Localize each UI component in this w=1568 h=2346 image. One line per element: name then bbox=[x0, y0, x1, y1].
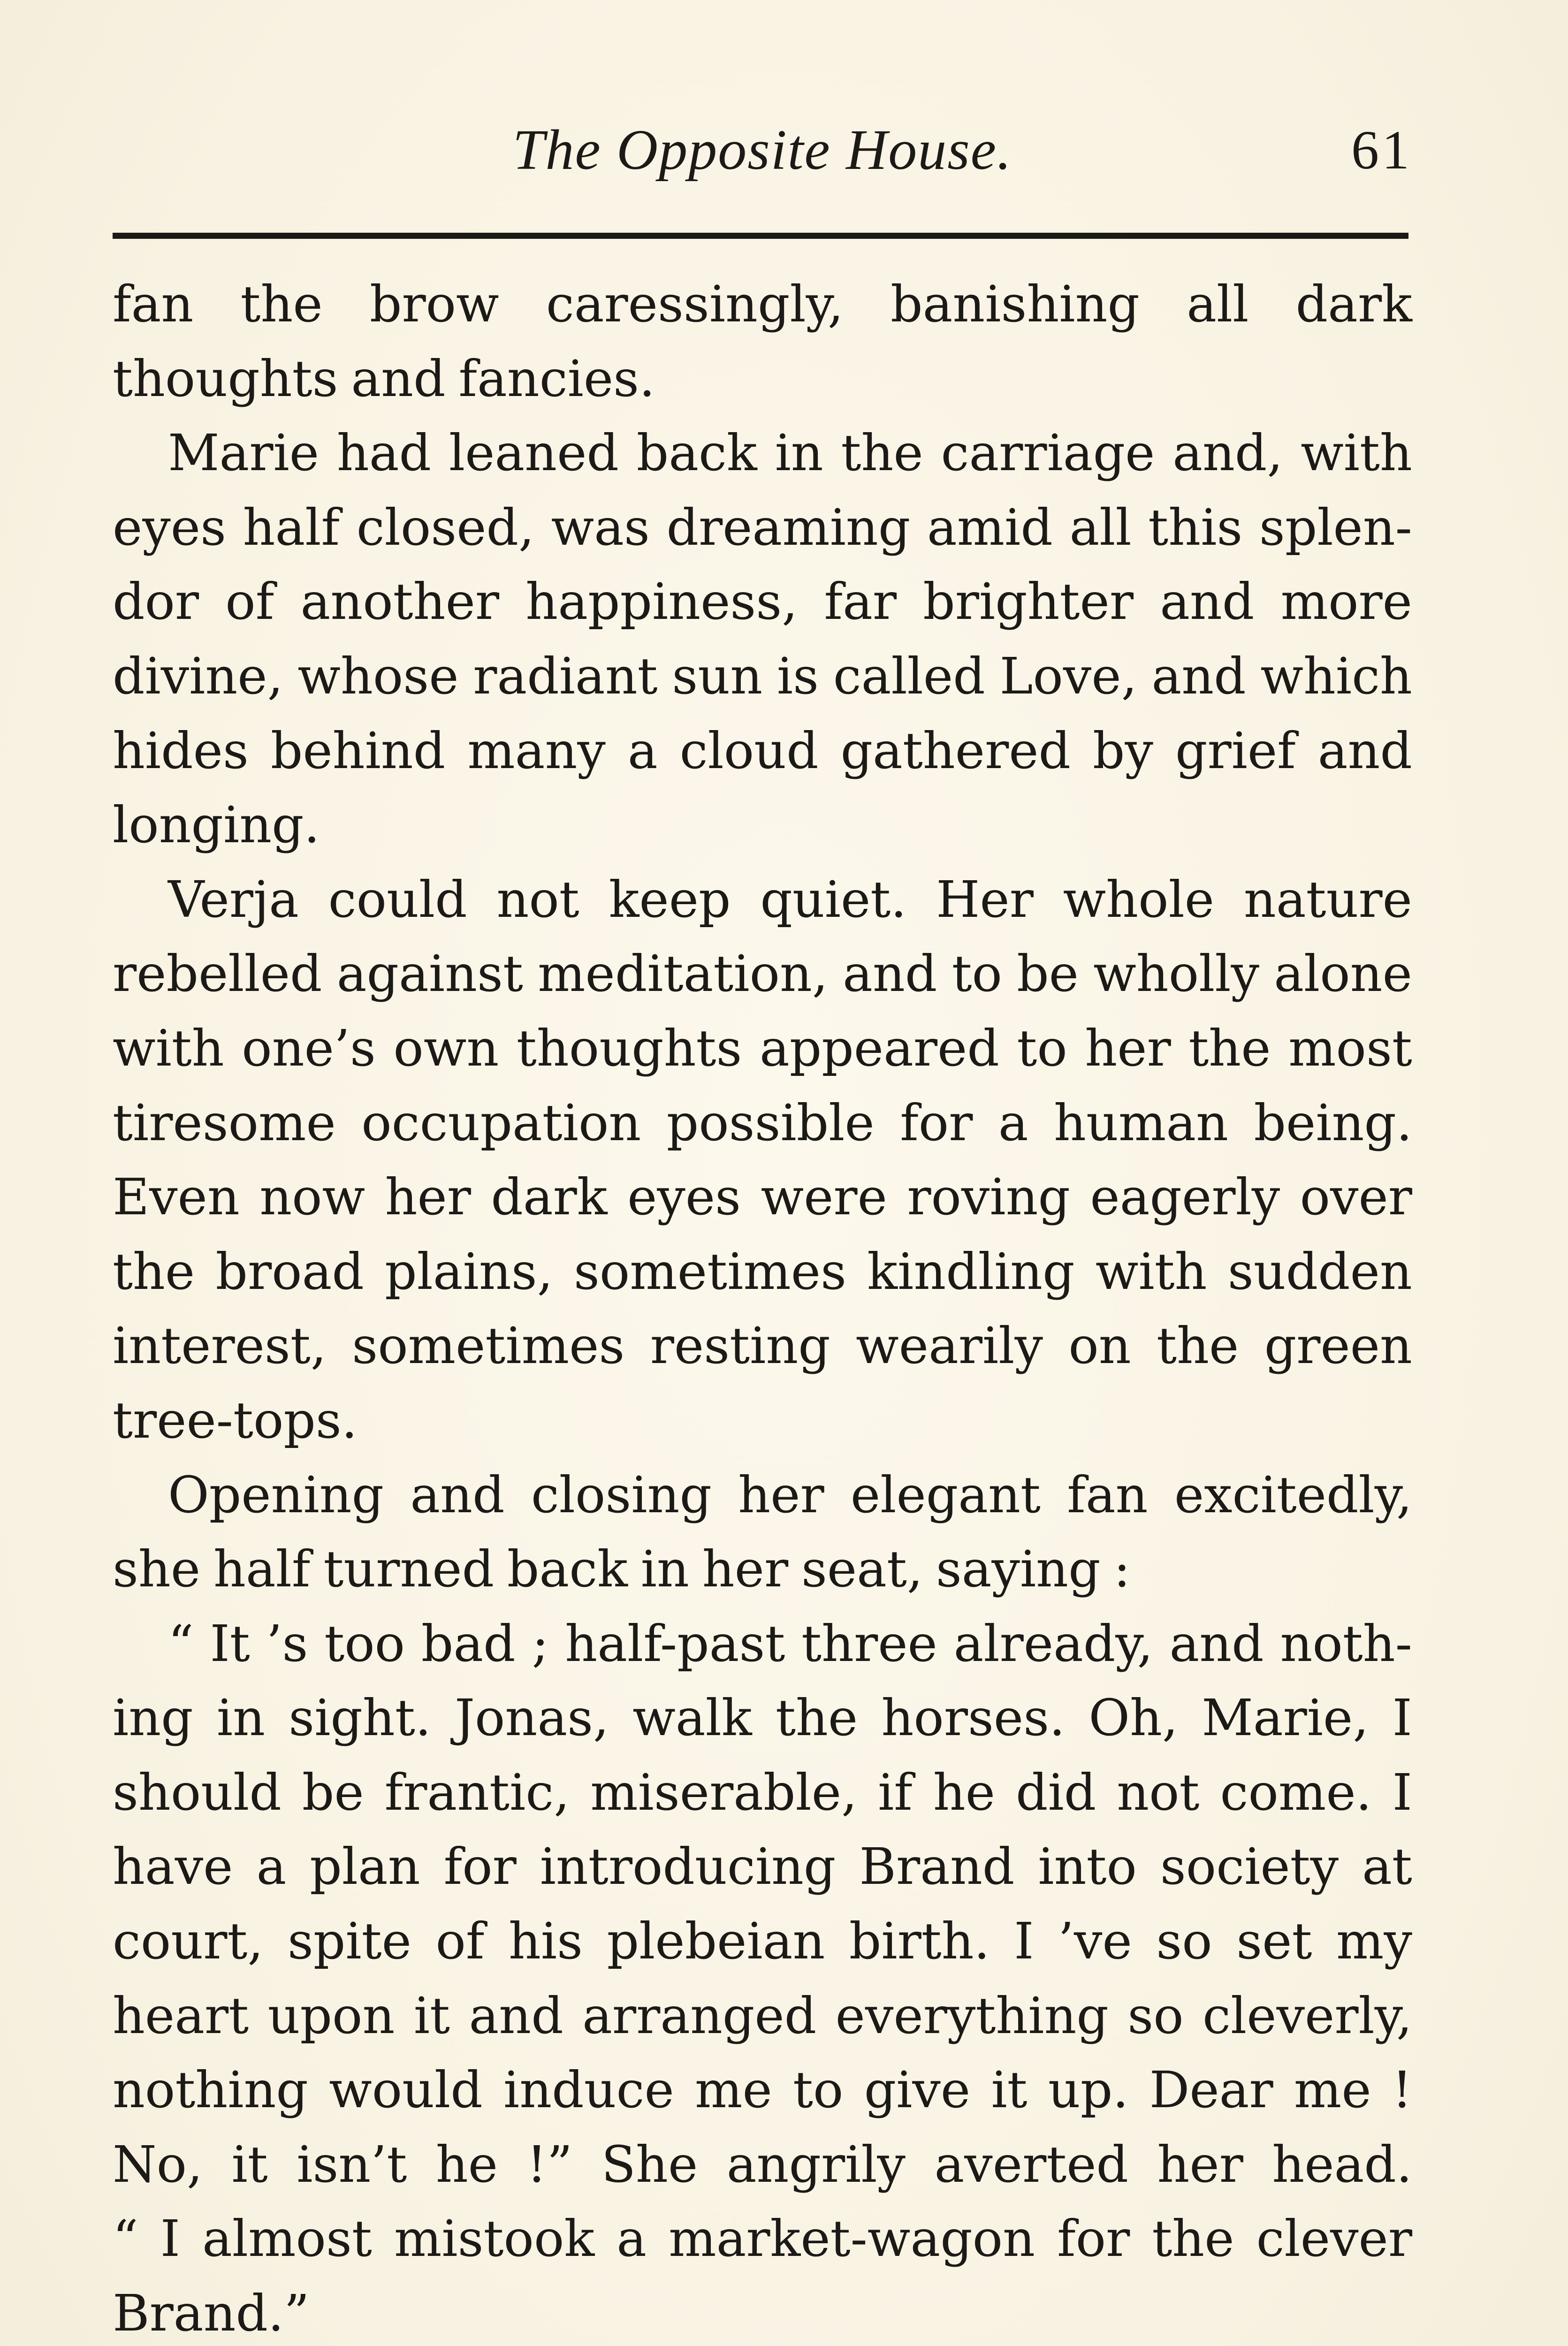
word: for bbox=[443, 1838, 517, 1897]
word: ing bbox=[113, 1689, 193, 1748]
word: sun bbox=[672, 647, 763, 706]
word: over bbox=[1300, 1168, 1412, 1227]
word: Even bbox=[113, 1168, 240, 1227]
word: on bbox=[1068, 1317, 1131, 1376]
word: resting bbox=[650, 1317, 830, 1376]
word: She bbox=[601, 2135, 698, 2194]
text-line bbox=[113, 1756, 1412, 1830]
word: the bbox=[1188, 1019, 1271, 1078]
word: ! bbox=[1392, 2061, 1412, 2120]
word: fan bbox=[1067, 1466, 1148, 1524]
word: introducing bbox=[540, 1838, 836, 1897]
word: closed, bbox=[356, 498, 535, 557]
word: could bbox=[328, 870, 467, 929]
word: bad bbox=[421, 1615, 516, 1673]
word: dark bbox=[491, 1168, 608, 1227]
word: his bbox=[509, 1912, 583, 1971]
word: were bbox=[761, 1168, 887, 1227]
word: sudden bbox=[1227, 1242, 1412, 1301]
word: green bbox=[1264, 1317, 1412, 1376]
word: it bbox=[413, 1987, 450, 2045]
word: everything bbox=[835, 1987, 1109, 2045]
text-line bbox=[113, 2202, 1412, 2277]
text-line bbox=[113, 640, 1412, 714]
word: one’s bbox=[242, 1019, 376, 1078]
word: and bbox=[1160, 573, 1255, 632]
word: birth. bbox=[849, 1912, 990, 1971]
word: ’s bbox=[266, 1615, 308, 1673]
word: radiant bbox=[473, 647, 658, 706]
word: she bbox=[113, 1540, 201, 1599]
word: her bbox=[385, 1168, 471, 1227]
word: it bbox=[231, 2135, 268, 2194]
word: meditation, bbox=[538, 945, 828, 1004]
word: excitedly, bbox=[1174, 1466, 1412, 1524]
word: Oh, bbox=[1088, 1689, 1179, 1748]
word: sight. bbox=[289, 1689, 431, 1748]
text-line bbox=[113, 1309, 1412, 1384]
word: broad bbox=[215, 1242, 364, 1301]
word: plan bbox=[310, 1838, 420, 1897]
word: own bbox=[393, 1019, 499, 1078]
word: mistook bbox=[394, 2210, 595, 2269]
word: market-wagon bbox=[669, 2210, 1035, 2269]
word: me bbox=[1294, 2061, 1371, 2120]
word: caressingly, bbox=[546, 275, 844, 334]
word: : bbox=[1113, 1540, 1131, 1599]
word: brighter bbox=[923, 573, 1134, 632]
word: dreaming bbox=[666, 498, 911, 557]
word: I bbox=[1014, 1912, 1034, 1971]
word: her bbox=[702, 1540, 789, 1599]
word: have bbox=[113, 1838, 233, 1897]
word: half bbox=[243, 498, 340, 557]
word: happiness, bbox=[525, 573, 798, 632]
word: alone bbox=[1274, 945, 1412, 1004]
word: the bbox=[776, 1689, 858, 1748]
word: nature bbox=[1243, 870, 1412, 929]
word: heart bbox=[113, 1987, 249, 2045]
word: a bbox=[998, 1094, 1028, 1152]
text-line bbox=[113, 1160, 1412, 1235]
text-line bbox=[113, 1904, 1412, 1979]
text-line bbox=[113, 267, 1412, 342]
word: and bbox=[410, 1466, 505, 1524]
word: Dear bbox=[1149, 2061, 1273, 2120]
word: noth- bbox=[1280, 1615, 1412, 1673]
text-line bbox=[113, 2277, 1412, 2346]
word: ; bbox=[532, 1615, 549, 1673]
word: in bbox=[775, 424, 823, 483]
word: many bbox=[467, 722, 606, 780]
text-line bbox=[113, 2053, 1412, 2128]
word: frantic, bbox=[384, 1763, 570, 1822]
word: had bbox=[336, 424, 432, 483]
word: it bbox=[991, 2061, 1028, 2120]
word: miserable, bbox=[590, 1763, 858, 1822]
word: turned bbox=[323, 1540, 495, 1599]
word: not bbox=[496, 870, 579, 929]
word: wholly bbox=[1093, 945, 1260, 1004]
word: human bbox=[1054, 1094, 1229, 1152]
word: “ bbox=[168, 1615, 194, 1673]
word: half bbox=[213, 1540, 311, 1599]
word: Marie bbox=[168, 424, 320, 483]
text-line bbox=[113, 2128, 1412, 2202]
word: eyes bbox=[627, 1168, 741, 1227]
word: is bbox=[776, 647, 819, 706]
word: three bbox=[801, 1615, 937, 1673]
word: kindling bbox=[867, 1242, 1075, 1301]
word: whole bbox=[1063, 870, 1215, 929]
word: which bbox=[1260, 647, 1412, 706]
word: amid bbox=[927, 498, 1053, 557]
page-number: 61 bbox=[1351, 119, 1412, 181]
word: spite bbox=[287, 1912, 411, 1971]
word: was bbox=[551, 498, 650, 557]
word: Brand.” bbox=[113, 2285, 310, 2343]
word: No, bbox=[113, 2135, 203, 2194]
word: with bbox=[1095, 1242, 1207, 1301]
word: to bbox=[1017, 1019, 1067, 1078]
word: to bbox=[793, 2061, 844, 2120]
word: occupation bbox=[361, 1094, 641, 1152]
word: elegant bbox=[850, 1466, 1041, 1524]
word: and bbox=[1169, 1615, 1264, 1673]
word: too bbox=[324, 1615, 405, 1673]
word: induce bbox=[503, 2061, 674, 2120]
text-line bbox=[113, 1607, 1412, 1682]
text-line bbox=[113, 1012, 1412, 1086]
word: closing bbox=[531, 1466, 712, 1524]
word: would bbox=[329, 2061, 483, 2120]
word: with bbox=[113, 1019, 224, 1078]
word: in bbox=[216, 1689, 266, 1748]
word: far bbox=[824, 573, 897, 632]
word: by bbox=[1093, 722, 1153, 780]
word: already, bbox=[953, 1615, 1153, 1673]
word: hides bbox=[113, 722, 249, 780]
word: so bbox=[1156, 1912, 1212, 1971]
word: almost bbox=[202, 2210, 372, 2269]
word: tiresome bbox=[113, 1094, 336, 1152]
word: fancies. bbox=[458, 350, 655, 408]
text-line bbox=[113, 1086, 1412, 1161]
word: rebelled bbox=[113, 945, 322, 1004]
word: head. bbox=[1272, 2135, 1412, 2194]
word: thoughts bbox=[516, 1019, 742, 1078]
text-line bbox=[113, 1830, 1412, 1904]
word: ’ve bbox=[1058, 1912, 1132, 1971]
word: gathered bbox=[840, 722, 1071, 780]
word: Opening bbox=[168, 1466, 384, 1524]
text-line bbox=[113, 342, 1412, 417]
word: he bbox=[435, 2135, 498, 2194]
word: against bbox=[336, 945, 523, 1004]
word: back bbox=[507, 1540, 628, 1599]
word: a bbox=[617, 2210, 647, 2269]
word: brow bbox=[369, 275, 499, 334]
text-line bbox=[113, 937, 1412, 1012]
word: should bbox=[113, 1763, 282, 1822]
word: society bbox=[1160, 1838, 1339, 1897]
word: keep bbox=[609, 870, 731, 929]
word: the bbox=[841, 424, 923, 483]
word: back bbox=[636, 424, 757, 483]
word: Jonas, bbox=[455, 1689, 609, 1748]
word: plains, bbox=[385, 1242, 553, 1301]
text-line bbox=[113, 714, 1412, 789]
word: a bbox=[256, 1838, 287, 1897]
word: wearily bbox=[856, 1317, 1043, 1376]
word: carriage bbox=[941, 424, 1155, 483]
word: !” bbox=[526, 2135, 573, 2194]
word: give bbox=[864, 2061, 971, 2120]
text-line bbox=[113, 1235, 1412, 1310]
word: of bbox=[225, 573, 274, 632]
word: quiet. bbox=[760, 870, 907, 929]
word: her bbox=[738, 1466, 824, 1524]
text-line bbox=[113, 1532, 1412, 1607]
word: her bbox=[1085, 1019, 1171, 1078]
word: isn’t bbox=[297, 2135, 407, 2194]
text-line bbox=[113, 491, 1412, 565]
word: walk bbox=[632, 1689, 752, 1748]
word: and bbox=[1151, 647, 1246, 706]
word: called bbox=[833, 647, 985, 706]
word: my bbox=[1336, 1912, 1412, 1971]
word: be bbox=[302, 1763, 364, 1822]
word: I bbox=[160, 2210, 181, 2269]
text-line bbox=[113, 1384, 1412, 1458]
word: splen- bbox=[1259, 498, 1412, 557]
word: this bbox=[1148, 498, 1243, 557]
word: I bbox=[1392, 1689, 1412, 1748]
word: grief bbox=[1175, 722, 1296, 780]
word: come. bbox=[1220, 1763, 1372, 1822]
word: plebeian bbox=[607, 1912, 825, 1971]
word: It bbox=[210, 1615, 250, 1673]
word: so bbox=[1127, 1987, 1184, 2045]
running-title: The Opposite House. bbox=[512, 118, 1012, 182]
word: and, bbox=[1172, 424, 1283, 483]
text-line bbox=[113, 565, 1412, 640]
word: Verja bbox=[168, 870, 299, 929]
word: sometimes bbox=[573, 1242, 846, 1301]
text-line bbox=[113, 1458, 1412, 1533]
word: another bbox=[300, 573, 500, 632]
word: and bbox=[1317, 722, 1412, 780]
word: interest, bbox=[113, 1317, 327, 1376]
word: leaned bbox=[449, 424, 619, 483]
word: set bbox=[1236, 1912, 1312, 1971]
word: a bbox=[627, 722, 658, 780]
word: he bbox=[933, 1763, 996, 1822]
word: more bbox=[1280, 573, 1412, 632]
word: saying bbox=[936, 1540, 1101, 1599]
word: tree-tops. bbox=[113, 1391, 358, 1450]
word: in bbox=[640, 1540, 689, 1599]
word: thoughts bbox=[113, 350, 338, 408]
word: her bbox=[1157, 2135, 1243, 2194]
word: cleverly, bbox=[1203, 1987, 1412, 2045]
word: the bbox=[113, 1242, 195, 1301]
word: did bbox=[1016, 1763, 1096, 1822]
word: possible bbox=[666, 1094, 875, 1152]
word: court, bbox=[113, 1912, 264, 1971]
word: being. bbox=[1254, 1094, 1412, 1152]
word: longing. bbox=[113, 796, 320, 855]
word: not bbox=[1117, 1763, 1200, 1822]
word: “ bbox=[113, 2210, 138, 2269]
word: dark bbox=[1295, 275, 1412, 334]
text-line bbox=[113, 416, 1412, 491]
word: the bbox=[1152, 2210, 1234, 2269]
word: Brand bbox=[859, 1838, 1015, 1897]
word: averted bbox=[934, 2135, 1129, 2194]
word: eyes bbox=[113, 498, 227, 557]
word: be bbox=[1017, 945, 1079, 1004]
word: at bbox=[1362, 1838, 1412, 1897]
word: whose bbox=[297, 647, 459, 706]
word: Her bbox=[936, 870, 1034, 929]
word: appeared bbox=[759, 1019, 999, 1078]
word: dor bbox=[113, 573, 199, 632]
word: Marie, bbox=[1202, 1689, 1369, 1748]
word: of bbox=[435, 1912, 485, 1971]
word: and bbox=[469, 1987, 563, 2045]
word: roving bbox=[907, 1168, 1070, 1227]
text-line bbox=[113, 1979, 1412, 2054]
word: clever bbox=[1256, 2210, 1412, 2269]
word: upon bbox=[267, 1987, 395, 2045]
word: cloud bbox=[679, 722, 819, 780]
word: seat, bbox=[801, 1540, 923, 1599]
word: half-past bbox=[565, 1615, 785, 1673]
word: for bbox=[1057, 2210, 1130, 2269]
text-line bbox=[113, 788, 1412, 863]
word: all bbox=[1187, 275, 1249, 334]
word: all bbox=[1069, 498, 1132, 557]
word: Love, bbox=[999, 647, 1137, 706]
word: up. bbox=[1048, 2061, 1129, 2120]
word: fan bbox=[113, 275, 194, 334]
word: now bbox=[259, 1168, 365, 1227]
word: for bbox=[900, 1094, 973, 1152]
word: into bbox=[1038, 1838, 1137, 1897]
header-rule bbox=[113, 233, 1408, 239]
word: horses. bbox=[881, 1689, 1066, 1748]
word: sometimes bbox=[352, 1317, 625, 1376]
word: if bbox=[878, 1763, 913, 1822]
word: with bbox=[1301, 424, 1412, 483]
word: the bbox=[240, 275, 323, 334]
word: angrily bbox=[726, 2135, 906, 2194]
word: the bbox=[1157, 1317, 1239, 1376]
word: nothing bbox=[113, 2061, 308, 2120]
word: and bbox=[843, 945, 937, 1004]
word: arranged bbox=[582, 1987, 817, 2045]
body-text bbox=[113, 267, 1412, 2346]
word: behind bbox=[270, 722, 446, 780]
word: and bbox=[351, 350, 446, 408]
word: me bbox=[695, 2061, 772, 2120]
running-head bbox=[113, 115, 1412, 185]
word: banishing bbox=[891, 275, 1140, 334]
word: eagerly bbox=[1090, 1168, 1280, 1227]
word: divine, bbox=[113, 647, 283, 706]
text-line bbox=[113, 863, 1412, 937]
text-line bbox=[113, 1681, 1412, 1756]
word: I bbox=[1392, 1763, 1412, 1822]
word: to bbox=[951, 945, 1002, 1004]
word: most bbox=[1288, 1019, 1412, 1078]
